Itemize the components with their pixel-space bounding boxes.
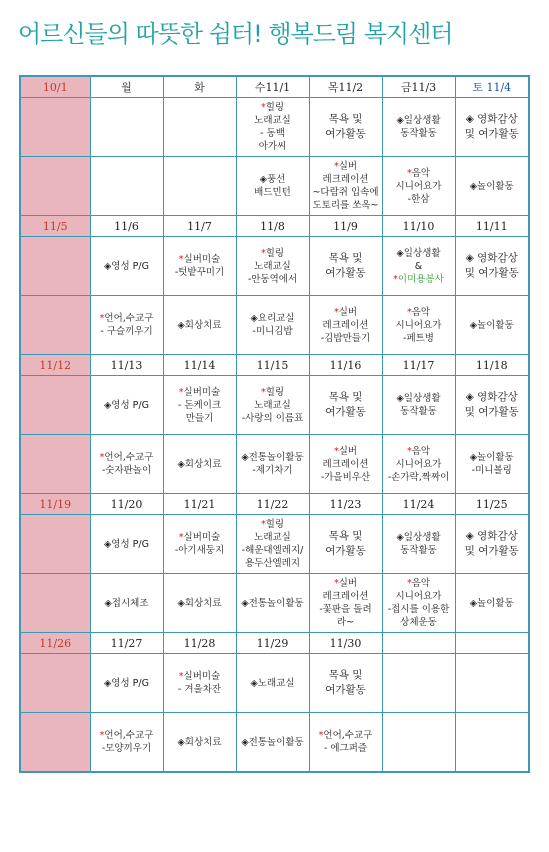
week-header-row xyxy=(20,494,529,515)
activity-cell: ◈접시체조 xyxy=(90,574,163,633)
activity-cell xyxy=(455,713,529,773)
activity-cell: *힐링 노래교실 -해운대엘레지/ 용두산엘레지 xyxy=(236,515,309,574)
activity-row xyxy=(20,515,529,574)
activity-cell xyxy=(90,98,163,157)
date-cell: 11/24 xyxy=(382,494,455,515)
activity-cell: 목욕 및 여가활동 xyxy=(309,654,382,713)
date-cell: 토 11/4 xyxy=(455,76,529,98)
activity-cell: *힐링 노래교실 - 동백 아가씨 xyxy=(236,98,309,157)
side-cell xyxy=(20,713,90,773)
date-cell: 11/7 xyxy=(163,216,236,237)
week-header-row xyxy=(20,355,529,376)
side-cell xyxy=(20,376,90,435)
activity-cell: *음악 시니어요가 -손가락,짝짜이 xyxy=(382,435,455,494)
activity-cell: *언어,수교구 -숫자판놀이 xyxy=(90,435,163,494)
activity-row xyxy=(20,435,529,494)
page-title: 어르신들의 따뜻한 쉼터! 행복드림 복지센터 xyxy=(18,20,453,48)
activity-row xyxy=(20,237,529,296)
date-cell: 11/11 xyxy=(455,216,529,237)
activity-cell: ◈ 영화감상 및 여가활동 xyxy=(455,515,529,574)
activity-cell: ◈전통놀이활동 xyxy=(236,574,309,633)
activity-cell: ◈놀이활동 xyxy=(455,157,529,216)
date-cell: 화 xyxy=(163,76,236,98)
activity-cell: *실버미술 - 돈케이크 만들기 xyxy=(163,376,236,435)
activity-cell: ◈놀이활동 -미니볼링 xyxy=(455,435,529,494)
activity-cell: *언어,수교구 -모양끼우기 xyxy=(90,713,163,773)
activity-cell xyxy=(455,654,529,713)
activity-row xyxy=(20,654,529,713)
activity-cell xyxy=(163,157,236,216)
date-cell: 수11/1 xyxy=(236,76,309,98)
date-cell: 11/14 xyxy=(163,355,236,376)
date-cell: 11/10 xyxy=(382,216,455,237)
activity-cell: ◈전통놀이활동 xyxy=(236,713,309,773)
date-cell: 11/15 xyxy=(236,355,309,376)
activity-cell: ◈놀이활동 xyxy=(455,574,529,633)
activity-cell: *음악 시니어요가 -접시를 이용한 상체운동 xyxy=(382,574,455,633)
date-cell: 금11/3 xyxy=(382,76,455,98)
activity-row xyxy=(20,376,529,435)
date-cell xyxy=(382,633,455,654)
activity-cell: ◈영성 P/G xyxy=(90,376,163,435)
activity-cell xyxy=(382,713,455,773)
side-cell xyxy=(20,574,90,633)
date-cell: 11/6 xyxy=(90,216,163,237)
activity-cell: ◈회상치료 xyxy=(163,435,236,494)
activity-cell: ◈놀이활동 xyxy=(455,296,529,355)
activity-cell: *힐링 노래교실 -안동역에서 xyxy=(236,237,309,296)
week-start-date: 11/12 xyxy=(20,355,90,376)
activity-cell xyxy=(163,98,236,157)
activity-cell: ◈요리교실 -미니김밥 xyxy=(236,296,309,355)
activity-cell: ◈일상생활 & *이미용봉사 xyxy=(382,237,455,296)
activity-cell: ◈ 영화감상 및 여가활동 xyxy=(455,376,529,435)
activity-row xyxy=(20,296,529,355)
activity-cell: 목욕 및 여가활동 xyxy=(309,237,382,296)
activity-cell: ◈일상생활 동작활동 xyxy=(382,376,455,435)
activity-cell: ◈회상치료 xyxy=(163,296,236,355)
date-cell: 11/17 xyxy=(382,355,455,376)
date-cell: 11/21 xyxy=(163,494,236,515)
week-header-row xyxy=(20,216,529,237)
date-cell: 목11/2 xyxy=(309,76,382,98)
week-start-date: 10/1 xyxy=(20,76,90,98)
activity-row xyxy=(20,574,529,633)
date-cell: 11/13 xyxy=(90,355,163,376)
date-cell: 월 xyxy=(90,76,163,98)
activity-cell: ◈회상치료 xyxy=(163,574,236,633)
activity-cell: *힐링 노래교실 -사랑의 이름표 xyxy=(236,376,309,435)
activity-row xyxy=(20,713,529,773)
activity-cell: ◈영성 P/G xyxy=(90,654,163,713)
date-cell: 11/28 xyxy=(163,633,236,654)
activity-cell: *언어,수교구 - 구슬끼우기 xyxy=(90,296,163,355)
date-cell: 11/29 xyxy=(236,633,309,654)
date-cell: 11/27 xyxy=(90,633,163,654)
activity-row xyxy=(20,157,529,216)
schedule-table xyxy=(19,75,530,773)
side-cell xyxy=(20,237,90,296)
activity-cell: *실버미술 -아기새둥지 xyxy=(163,515,236,574)
activity-cell: ◈일상생활 동작활동 xyxy=(382,515,455,574)
activity-cell: *음악 시니어요가 -한삼 xyxy=(382,157,455,216)
date-cell: 11/16 xyxy=(309,355,382,376)
activity-cell: 목욕 및 여가활동 xyxy=(309,376,382,435)
side-cell xyxy=(20,435,90,494)
side-cell xyxy=(20,98,90,157)
activity-cell: ◈전통놀이활동 -제기차기 xyxy=(236,435,309,494)
activity-cell: ◈노래교실 xyxy=(236,654,309,713)
date-cell: 11/23 xyxy=(309,494,382,515)
week-header-row xyxy=(20,633,529,654)
date-cell: 11/22 xyxy=(236,494,309,515)
activity-cell: ◈일상생활 동작활동 xyxy=(382,98,455,157)
date-cell: 11/30 xyxy=(309,633,382,654)
date-cell: 11/9 xyxy=(309,216,382,237)
activity-row xyxy=(20,98,529,157)
activity-cell: *실버미술 - 겨울차잔 xyxy=(163,654,236,713)
week-start-date: 11/26 xyxy=(20,633,90,654)
side-cell xyxy=(20,654,90,713)
activity-cell: *실버 레크레이션 ~다람쥐 입속에 도토리를 쏘옥~ xyxy=(309,157,382,216)
date-cell: 11/8 xyxy=(236,216,309,237)
date-cell: 11/20 xyxy=(90,494,163,515)
date-cell: 11/25 xyxy=(455,494,529,515)
activity-cell: ◈풍선 배드민턴 xyxy=(236,157,309,216)
activity-cell: *실버 레크레이션 -가을비우산 xyxy=(309,435,382,494)
activity-cell: 목욕 및 여가활동 xyxy=(309,515,382,574)
activity-cell: ◈ 영화감상 및 여가활동 xyxy=(455,98,529,157)
activity-cell: 목욕 및 여가활동 xyxy=(309,98,382,157)
activity-cell: *실버 레크레이션 -꽃판을 돌려 라~ xyxy=(309,574,382,633)
activity-cell: *실버 레크레이션 -김밥만들기 xyxy=(309,296,382,355)
week-header-row xyxy=(20,76,529,98)
side-cell xyxy=(20,157,90,216)
activity-cell: ◈영성 P/G xyxy=(90,237,163,296)
activity-cell: *실버미술 -텃밭꾸미기 xyxy=(163,237,236,296)
activity-cell xyxy=(90,157,163,216)
side-cell xyxy=(20,296,90,355)
activity-cell: ◈영성 P/G xyxy=(90,515,163,574)
activity-cell: ◈ 영화감상 및 여가활동 xyxy=(455,237,529,296)
date-cell xyxy=(455,633,529,654)
week-start-date: 11/5 xyxy=(20,216,90,237)
activity-cell: *음악 시니어요가 -페트병 xyxy=(382,296,455,355)
activity-cell xyxy=(382,654,455,713)
week-start-date: 11/19 xyxy=(20,494,90,515)
side-cell xyxy=(20,515,90,574)
date-cell: 11/18 xyxy=(455,355,529,376)
activity-cell: *언어,수교구 - 에그퍼즐 xyxy=(309,713,382,773)
activity-cell: ◈회상치료 xyxy=(163,713,236,773)
